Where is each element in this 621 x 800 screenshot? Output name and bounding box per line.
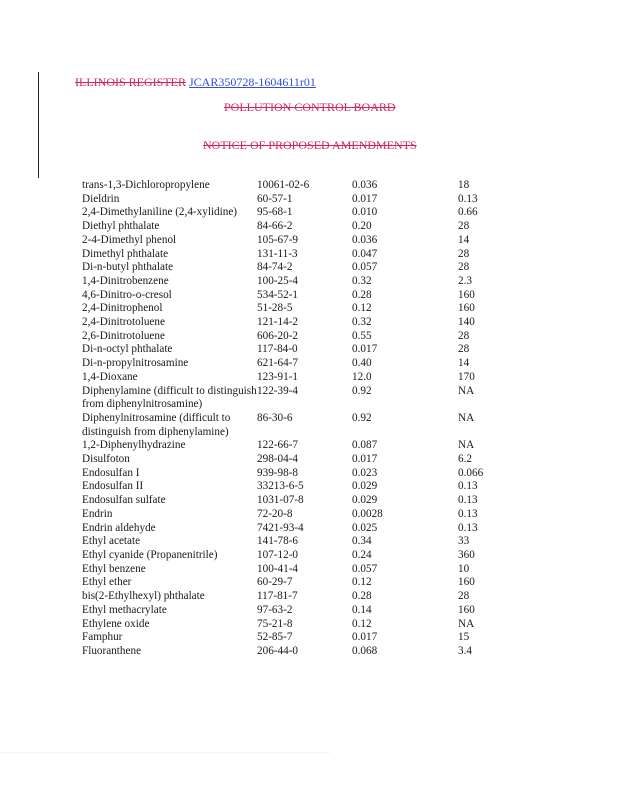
nonwastewater-standard: 28 <box>458 220 470 233</box>
register-header <box>75 75 316 89</box>
nonwastewater-standard: NA <box>458 439 475 452</box>
nonwastewater-standard: 0.66 <box>458 206 478 219</box>
nonwastewater-standard: 160 <box>458 302 475 315</box>
cas-number: 75-21-8 <box>257 617 293 630</box>
table-row <box>82 439 518 453</box>
wastewater-standard: 0.32 <box>352 274 372 287</box>
table-row <box>82 508 518 522</box>
cas-number: 72-20-8 <box>257 507 293 520</box>
nonwastewater-standard: 3.4 <box>458 644 472 657</box>
constituent-name: 1,2-Diphenylhydrazine <box>82 439 186 452</box>
constituent-name: Di-n-butyl phthalate <box>82 261 174 274</box>
wastewater-standard: 0.32 <box>352 316 372 329</box>
wastewater-standard: 0.20 <box>352 220 372 233</box>
nonwastewater-standard: 0.13 <box>458 494 478 507</box>
constituent-name: 1,4-Dioxane <box>82 370 138 383</box>
constituent-name: Dieldrin <box>82 192 120 205</box>
cas-number: 84-66-2 <box>257 220 293 233</box>
wastewater-standard: 0.55 <box>352 329 372 342</box>
constituent-name: Fluoranthene <box>82 644 142 657</box>
table-row <box>82 330 518 344</box>
table-row <box>82 563 518 577</box>
cas-number: 51-28-5 <box>257 302 293 315</box>
wastewater-standard: 0.92 <box>352 411 372 424</box>
nonwastewater-standard: 6.2 <box>458 453 472 466</box>
nonwastewater-standard: 0.066 <box>458 466 484 479</box>
constituent-name: 2,4-Dinitrotoluene <box>82 316 165 329</box>
wastewater-standard: 0.036 <box>352 233 378 246</box>
cas-number: 107-12-0 <box>257 548 299 561</box>
table-row <box>82 261 518 275</box>
cas-number: 206-44-0 <box>257 644 299 657</box>
nonwastewater-standard: 28 <box>458 343 470 356</box>
cas-number: 534-52-1 <box>257 288 299 301</box>
constituent-name: 2,6-Dinitrotoluene <box>82 329 165 342</box>
nonwastewater-standard: 28 <box>458 261 470 274</box>
constituent-name: Ethyl ether <box>82 576 132 589</box>
cas-number: 117-81-7 <box>257 590 298 603</box>
notice-title-deleted: NOTICE OF PROPOSED AMENDMENTS <box>203 138 417 152</box>
cas-number: 298-04-4 <box>257 453 299 466</box>
table-row <box>82 385 518 412</box>
constituent-name: Ethyl methacrylate <box>82 603 167 616</box>
revision-change-bar <box>38 72 39 178</box>
cas-number: 122-66-7 <box>257 439 299 452</box>
table-row <box>82 234 518 248</box>
table-row <box>82 302 518 316</box>
constituent-name: Endrin <box>82 507 113 520</box>
cas-number: 97-63-2 <box>257 603 293 616</box>
cas-number: 621-64-7 <box>257 357 299 370</box>
table-row <box>82 590 518 604</box>
constituent-name: Ethyl acetate <box>82 535 141 548</box>
constituent-name: 2,4-Dimethylaniline (2,4-xylidine) <box>82 206 238 219</box>
constituent-name: 2,4-Dinitrophenol <box>82 302 163 315</box>
wastewater-standard: 0.087 <box>352 439 378 452</box>
constituent-name: 4,6-Dinitro-o-cresol <box>82 288 172 301</box>
cas-number: 100-25-4 <box>257 274 299 287</box>
constituent-name: Diethyl phthalate <box>82 220 160 233</box>
table-row <box>82 522 518 536</box>
wastewater-standard: 0.010 <box>352 206 378 219</box>
table-row <box>82 220 518 234</box>
constituent-name: Endosulfan I <box>82 466 140 479</box>
cas-number: 141-78-6 <box>257 535 299 548</box>
table-row <box>82 618 518 632</box>
nonwastewater-standard: 14 <box>458 233 470 246</box>
wastewater-standard: 0.12 <box>352 302 372 315</box>
cas-number: 1031-07-8 <box>257 494 304 507</box>
cas-number: 606-20-2 <box>257 329 299 342</box>
wastewater-standard: 0.057 <box>352 562 378 575</box>
nonwastewater-standard: 14 <box>458 357 470 370</box>
nonwastewater-standard: 2.3 <box>458 274 472 287</box>
wastewater-standard: 12.0 <box>352 370 372 383</box>
wastewater-standard: 0.017 <box>352 453 378 466</box>
constituent-name: Di-n-propylnitrosamine <box>82 357 189 370</box>
constituent-name: Di-n-octyl phthalate <box>82 343 173 356</box>
table-row <box>82 494 518 508</box>
cas-number: 33213-6-5 <box>257 480 304 493</box>
wastewater-standard: 0.029 <box>352 480 378 493</box>
cas-number: 95-68-1 <box>257 206 293 219</box>
wastewater-standard: 0.047 <box>352 247 378 260</box>
cas-number: 60-29-7 <box>257 576 293 589</box>
constituent-name: Endosulfan sulfate <box>82 494 166 507</box>
cas-number: 123-91-1 <box>257 370 299 383</box>
nonwastewater-standard: NA <box>458 617 475 630</box>
nonwastewater-standard: 0.13 <box>458 507 478 520</box>
table-row <box>82 631 518 645</box>
constituent-name: trans-1,3-Dichloropropylene <box>82 179 210 191</box>
nonwastewater-standard: NA <box>458 411 475 424</box>
wastewater-standard: 0.017 <box>352 343 378 356</box>
cas-number: 10061-02-6 <box>257 179 310 191</box>
constituent-name: Endrin aldehyde <box>82 521 156 534</box>
constituent-name: Ethyl benzene <box>82 562 146 575</box>
wastewater-standard: 0.036 <box>352 179 378 191</box>
nonwastewater-standard: 28 <box>458 329 470 342</box>
wastewater-standard: 0.017 <box>352 192 378 205</box>
nonwastewater-standard: 28 <box>458 247 470 260</box>
constituent-name: Ethylene oxide <box>82 617 150 630</box>
wastewater-standard: 0.28 <box>352 288 372 301</box>
table-row <box>82 193 518 207</box>
table-row <box>82 535 518 549</box>
cas-number: 60-57-1 <box>257 192 293 205</box>
nonwastewater-standard: 0.13 <box>458 480 478 493</box>
wastewater-standard: 0.023 <box>352 466 378 479</box>
footer-rule <box>0 752 330 753</box>
wastewater-standard: 0.017 <box>352 631 378 644</box>
nonwastewater-standard: 360 <box>458 548 475 561</box>
wastewater-standard: 0.24 <box>352 548 372 561</box>
nonwastewater-standard: 15 <box>458 631 470 644</box>
wastewater-standard: 0.34 <box>352 535 372 548</box>
constituents-table-body <box>82 179 518 659</box>
wastewater-standard: 0.14 <box>352 603 372 616</box>
constituent-name: 1,4-Dinitrobenzene <box>82 274 169 287</box>
wastewater-standard: 0.40 <box>352 357 372 370</box>
wastewater-standard: 0.92 <box>352 384 372 397</box>
wastewater-standard: 0.12 <box>352 576 372 589</box>
wastewater-standard: 0.12 <box>352 617 372 630</box>
cas-number: 105-67-9 <box>257 233 299 246</box>
cas-number: 131-11-3 <box>257 247 298 260</box>
register-title-deleted: ILLINOIS REGISTER <box>75 75 186 89</box>
wastewater-standard: 0.28 <box>352 590 372 603</box>
constituent-name: Diphenylnitrosamine (difficult to distinguish from diphenylamine) <box>82 411 231 438</box>
constituent-name: Dimethyl phthalate <box>82 247 169 260</box>
constituent-name: bis(2-Ethylhexyl) phthalate <box>82 590 205 603</box>
table-row <box>82 576 518 590</box>
constituent-name: Endosulfan II <box>82 480 144 493</box>
constituent-name: Ethyl cyanide (Propanenitrile) <box>82 548 218 561</box>
table-row <box>82 549 518 563</box>
nonwastewater-standard: 10 <box>458 562 470 575</box>
constituent-name: Famphur <box>82 631 123 644</box>
table-row <box>82 645 518 659</box>
table-row <box>82 316 518 330</box>
nonwastewater-standard: 0.13 <box>458 192 478 205</box>
cas-number: 939-98-8 <box>257 466 299 479</box>
nonwastewater-standard: 33 <box>458 535 470 548</box>
cas-number: 100-41-4 <box>257 562 299 575</box>
agency-title-deleted: POLLUTION CONTROL BOARD <box>224 100 396 114</box>
wastewater-standard: 0.057 <box>352 261 378 274</box>
nonwastewater-standard: 170 <box>458 370 475 383</box>
jcar-document-id[interactable]: JCAR350728-1604611r01 <box>189 75 316 89</box>
cas-number: 122-39-4 <box>257 384 299 397</box>
table-row <box>82 179 518 193</box>
nonwastewater-standard: 140 <box>458 316 475 329</box>
table-row <box>82 604 518 618</box>
nonwastewater-standard: 160 <box>458 576 475 589</box>
cas-number: 84-74-2 <box>257 261 293 274</box>
table-row <box>82 248 518 262</box>
table-row <box>82 289 518 303</box>
table-row <box>82 357 518 371</box>
table-row <box>82 343 518 357</box>
table-row <box>82 206 518 220</box>
table-row <box>82 453 518 467</box>
table-row <box>82 412 518 439</box>
cas-number: 86-30-6 <box>257 411 293 424</box>
nonwastewater-standard: NA <box>458 384 475 397</box>
wastewater-standard: 0.025 <box>352 521 378 534</box>
wastewater-standard: 0.0028 <box>352 507 383 520</box>
nonwastewater-standard: 160 <box>458 288 475 301</box>
table-row <box>82 275 518 289</box>
cas-number: 121-14-2 <box>257 316 299 329</box>
wastewater-standard: 0.068 <box>352 644 378 657</box>
regulated-constituents-table <box>82 179 518 659</box>
wastewater-standard: 0.029 <box>352 494 378 507</box>
constituent-name: 2-4-Dimethyl phenol <box>82 233 177 246</box>
nonwastewater-standard: 0.13 <box>458 521 478 534</box>
constituent-name: Diphenylamine (difficult to distinguish from diphenylnitrosamine) <box>82 384 257 411</box>
cas-number: 7421-93-4 <box>257 521 304 534</box>
table-row <box>82 371 518 385</box>
table-row <box>82 467 518 481</box>
nonwastewater-standard: 18 <box>458 179 470 191</box>
cas-number: 117-84-0 <box>257 343 298 356</box>
table-row <box>82 480 518 494</box>
nonwastewater-standard: 160 <box>458 603 475 616</box>
nonwastewater-standard: 28 <box>458 590 470 603</box>
cas-number: 52-85-7 <box>257 631 293 644</box>
constituent-name: Disulfoton <box>82 453 130 466</box>
